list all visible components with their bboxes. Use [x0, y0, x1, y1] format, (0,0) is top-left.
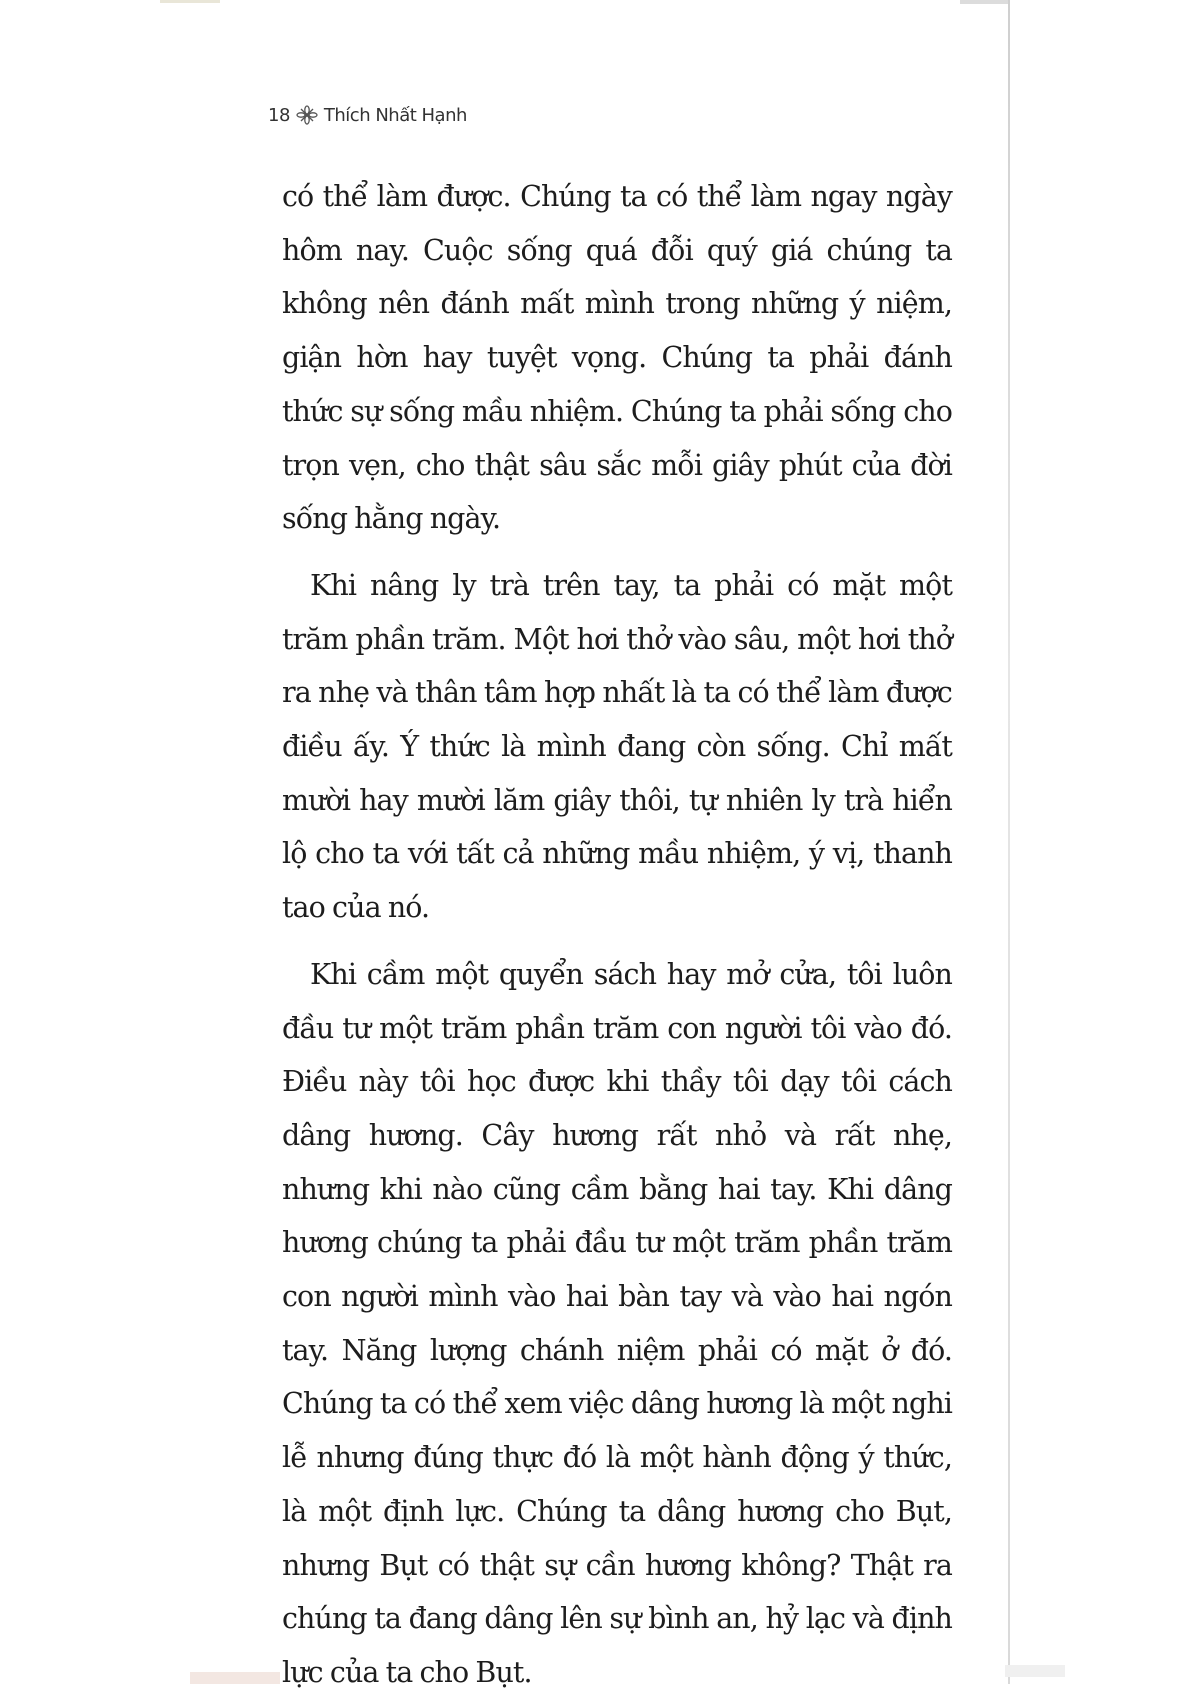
scan-artifact — [960, 0, 1010, 4]
scan-artifact — [190, 1672, 280, 1684]
paragraph-3: Khi cầm một quyển sách hay mở cửa, tôi luôn đầu tư một trăm phần trăm con người tôi vào đó. Điều này tôi học được khi thầy tôi dạy tôi cách dâng hương. Cây hương rất nhỏ và rất nhẹ, nhưng khi nào cũng cầm bằng hai tay. Khi dâng hương chúng ta phải đầu tư một trăm phần trăm con người mình vào hai bàn tay và vào hai ngón tay. Năng lượng chánh niệm phải có mặt ở đó. Chúng ta có thể xem việc dâng hương là một nghi lễ nhưng đúng thực đó là một hành động ý thức, là một định lực. Chúng ta dâng hương cho Bụt, nhưng Bụt có thật sự cần hương không? Thật ra chúng ta đang dâng lên sự bình an, hỷ lạc và định lực của ta cho Bụt. — [282, 957, 952, 1689]
paragraph-1: có thể làm được. Chúng ta có thể làm ngay ngày hôm nay. Cuộc sống quá đỗi quý giá chúng ta không nên đánh mất mình trong những ý niệm, giận hờn hay tuyệt vọng. Chúng ta phải đánh thức sự sống mầu nhiệm. Chúng ta phải sống cho trọn vẹn, cho thật sâu sắc mỗi giây phút của đời sống hằng ngày. — [282, 180, 952, 536]
paragraph-2: Khi nâng ly trà trên tay, ta phải có mặt một trăm phần trăm. Một hơi thở vào sâu, một hơi thở ra nhẹ và thân tâm hợp nhất là ta có thể làm được điều ấy. Ý thức là mình đang còn sống. Chỉ mất mười hay mười lăm giây thôi, tự nhiên ly trà hiển lộ cho ta với tất cả những mầu nhiệm, ý vị, thanh tao của nó. — [282, 568, 952, 925]
author-name: Thích Nhất Hạnh — [323, 104, 467, 126]
scan-artifact — [160, 0, 220, 3]
scan-artifact — [1005, 1665, 1065, 1677]
running-header — [268, 100, 467, 130]
page-number: 18 — [268, 104, 290, 126]
scan-margin — [1010, 0, 1190, 1684]
flower-ornament-icon — [296, 105, 318, 125]
body-text — [282, 170, 952, 1700]
